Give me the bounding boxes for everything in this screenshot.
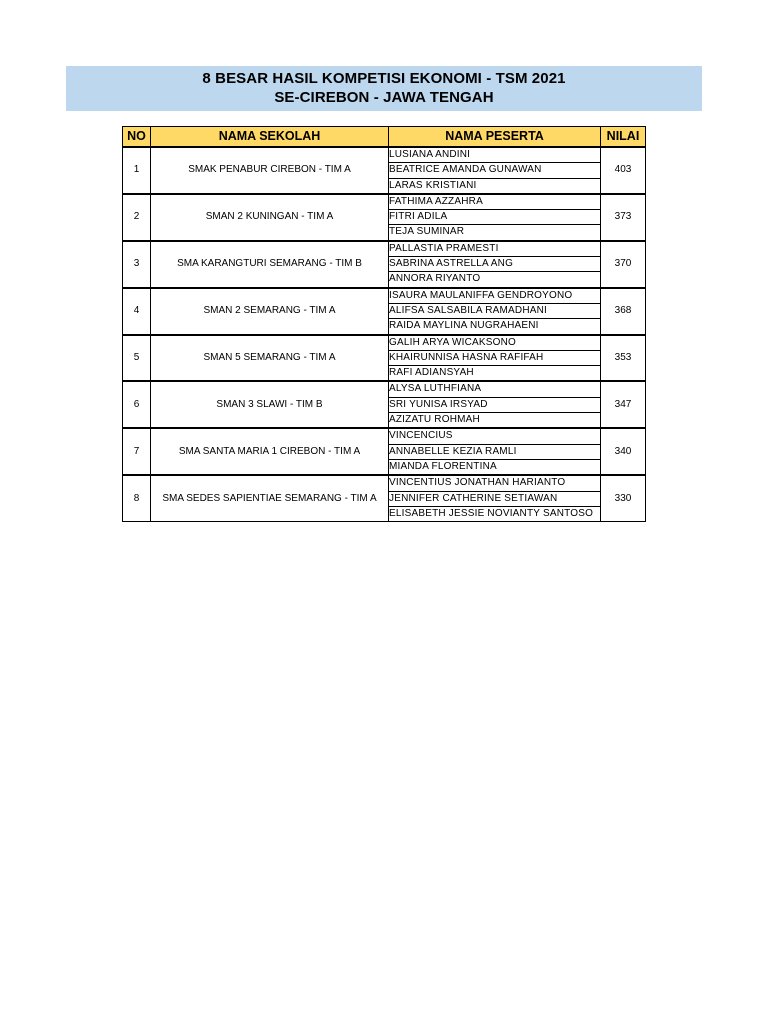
participant-name-cell: GALIH ARYA WICAKSONO	[389, 335, 601, 351]
rank-cell: 8	[123, 475, 151, 521]
school-name-cell: SMA KARANGTURI SEMARANG - TIM B	[151, 241, 389, 288]
title-band	[66, 66, 702, 111]
rank-cell: 6	[123, 381, 151, 428]
participant-name-cell: ALIFSA SALSABILA RAMADHANI	[389, 303, 601, 318]
participant-name-cell: AZIZATU ROHMAH	[389, 413, 601, 429]
score-cell: 347	[601, 381, 646, 428]
participant-name-cell: ANNORA RIYANTO	[389, 272, 601, 288]
score-cell: 353	[601, 335, 646, 382]
rank-cell: 4	[123, 288, 151, 335]
table-row	[123, 475, 646, 491]
participant-name-cell: BEATRICE AMANDA GUNAWAN	[389, 163, 601, 178]
participant-name-cell: SRI YUNISA IRSYAD	[389, 397, 601, 412]
page-subtitle: SE-CIREBON - JAWA TENGAH	[274, 89, 494, 106]
participant-name-cell: VINCENCIUS	[389, 428, 601, 444]
score-cell: 373	[601, 194, 646, 241]
participant-name-cell: JENNIFER CATHERINE SETIAWAN	[389, 491, 601, 506]
score-cell: 340	[601, 428, 646, 475]
participant-name-cell: ALYSA LUTHFIANA	[389, 381, 601, 397]
participant-name-cell: KHAIRUNNISA HASNA RAFIFAH	[389, 350, 601, 365]
column-header-nama-peserta: NAMA PESERTA	[389, 127, 601, 148]
participant-name-cell: ANNABELLE KEZIA RAMLI	[389, 444, 601, 459]
participant-name-cell: LARAS KRISTIANI	[389, 178, 601, 194]
participant-name-cell: FITRI ADILA	[389, 210, 601, 225]
table-row	[123, 241, 646, 257]
school-name-cell: SMA SANTA MARIA 1 CIREBON - TIM A	[151, 428, 389, 475]
table-row	[123, 288, 646, 304]
participant-name-cell: FATHIMA AZZAHRA	[389, 194, 601, 210]
table-body	[123, 147, 646, 522]
participant-name-cell: PALLASTIA PRAMESTI	[389, 241, 601, 257]
column-header-no: NO	[123, 127, 151, 148]
rank-cell: 2	[123, 194, 151, 241]
table-row	[123, 335, 646, 351]
school-name-cell: SMAN 2 SEMARANG - TIM A	[151, 288, 389, 335]
participant-name-cell: ISAURA MAULANIFFA GENDROYONO	[389, 288, 601, 304]
rank-cell: 5	[123, 335, 151, 382]
school-name-cell: SMAK PENABUR CIREBON - TIM A	[151, 147, 389, 194]
table-header	[123, 127, 646, 148]
column-header-nilai: NILAI	[601, 127, 646, 148]
school-name-cell: SMAN 2 KUNINGAN - TIM A	[151, 194, 389, 241]
rank-cell: 3	[123, 241, 151, 288]
school-name-cell: SMA SEDES SAPIENTIAE SEMARANG - TIM A	[151, 475, 389, 521]
score-cell: 370	[601, 241, 646, 288]
table-row	[123, 194, 646, 210]
rank-cell: 1	[123, 147, 151, 194]
results-table	[122, 126, 646, 522]
score-cell: 403	[601, 147, 646, 194]
participant-name-cell: VINCENTIUS JONATHAN HARIANTO	[389, 475, 601, 491]
participant-name-cell: TEJA SUMINAR	[389, 225, 601, 241]
participant-name-cell: MIANDA FLORENTINA	[389, 459, 601, 475]
table-row	[123, 147, 646, 163]
score-cell: 330	[601, 475, 646, 521]
table-row	[123, 428, 646, 444]
table-row	[123, 381, 646, 397]
school-name-cell: SMAN 5 SEMARANG - TIM A	[151, 335, 389, 382]
participant-name-cell: RAIDA MAYLINA NUGRAHAENI	[389, 319, 601, 335]
column-header-nama-sekolah: NAMA SEKOLAH	[151, 127, 389, 148]
school-name-cell: SMAN 3 SLAWI - TIM B	[151, 381, 389, 428]
participant-name-cell: LUSIANA ANDINI	[389, 147, 601, 163]
page-title: 8 BESAR HASIL KOMPETISI EKONOMI - TSM 2021	[202, 70, 566, 87]
participant-name-cell: RAFI ADIANSYAH	[389, 366, 601, 382]
score-cell: 368	[601, 288, 646, 335]
rank-cell: 7	[123, 428, 151, 475]
participant-name-cell: ELISABETH JESSIE NOVIANTY SANTOSO	[389, 506, 601, 521]
participant-name-cell: SABRINA ASTRELLA ANG	[389, 257, 601, 272]
